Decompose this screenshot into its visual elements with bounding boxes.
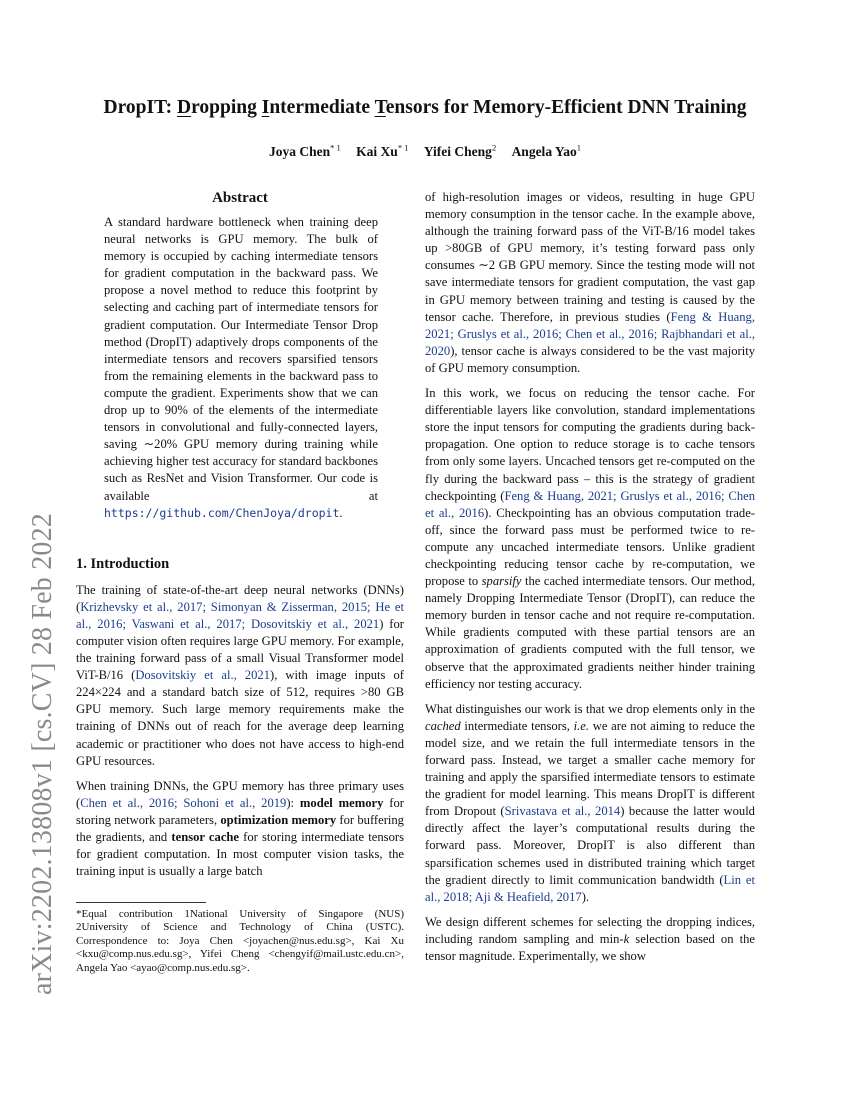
- left-column: [76, 188, 404, 888]
- abstract-body: [104, 214, 378, 522]
- footnote-area: [76, 902, 404, 975]
- footnote-text: *Equal contribution 1National University of Singapore (NUS) 2University of Science and Technology of China (USTC). Correspondence to: Joya Chen <joyachen@nus.edu.sg>, Kai Xu <kxu@comp.nus.edu.sg>, Yifei Cheng <chengyif@mail.ustc.edu.cn>, Angela Yao <ayao@comp.nus.edu.sg>.: [76, 908, 404, 974]
- text-run: What distinguishes our work is that we drop elements only in the: [425, 701, 755, 716]
- text-run: In this work, we focus on reducing the tensor cache. For differentiable layers like convolution, standard implementations store the input tensors for computing the gradients during back-propagation. One option to reduce storage is to cache tensors from only some layers. Uncached tensors get re-computed on the fly during the backward pass – this is the strategy of gradient checkpointing (: [425, 386, 755, 503]
- code-link[interactable]: https://github.com/ChenJoya/dropit: [104, 505, 340, 520]
- text-run: selection based on the tensor magnitude. Experimentally, we show: [425, 931, 756, 964]
- footnote-rule: [76, 902, 206, 903]
- text-run: When training DNNs, the GPU memory has three primary uses (: [76, 778, 404, 810]
- text-run: intermediate tensors,: [460, 718, 574, 733]
- text-run: The training of state-of-the-art deep neural networks (DNNs) (: [76, 582, 404, 614]
- title-underlined-letter: D: [177, 97, 192, 118]
- text-run: for buffering the gradients, and: [76, 812, 404, 844]
- text-run: ) for computer vision often requires large GPU memory. For example, the training forward pass of a small Visual Transformer model ViT-B/16 (: [76, 616, 404, 683]
- bold-term: tensor cache: [171, 830, 239, 844]
- text-run: We design different schemes for selecting the dropping indices, including random sampling and min-: [425, 914, 755, 946]
- right-column: [425, 189, 755, 973]
- intro-paragraph-1: [76, 582, 404, 770]
- intro-paragraph-2: [76, 778, 404, 881]
- title-underlined-letter: I: [261, 97, 270, 118]
- title-underlined-letter: T: [374, 97, 386, 118]
- text-run: ). Checkpointing has an obvious computation trade-off, since the forward pass must be performed twice to re-compute any uncached intermediate tensors. Unlike gradient checkpointing reducing tensor cache by re-computation, we propose to: [425, 505, 755, 589]
- italic-term: sparsify: [481, 574, 522, 589]
- abstract-text: A standard hardware bottleneck when training deep neural networks is GPU memory. The bulk of memory is occupied by caching intermediate tensors for gradient computation in the backward pass. We propose a novel method to reduce this footprint by selecting and caching part of intermediate tensors for gradient computation. Our Intermediate Tensor Drop method (DropIT) adaptively drops components of the intermediate tensors and recovers sparsified tensors from the remaining elements in the backward pass to compute the gradient. Experiments show that we can drop up to 90% of the elements of the intermediate tensors in convolutional and fully-connected layers, saving ∼20% GPU memory during training while achieving higher test accuracy for standard backbones such as ResNet and Vision Transformer. Our code is available at: [104, 215, 378, 503]
- title-word-part: ropping: [191, 97, 262, 118]
- bold-term: model memory: [299, 795, 384, 810]
- arxiv-watermark-container: [14, 295, 58, 995]
- right-paragraph-2: [425, 385, 755, 693]
- text-run: ) because the latter would directly affect the layer’s computational results during the forward pass. Moreover, DropIT is also different than sparsification schemes used in distributed training which target the gradient directly to limit communication bandwidth (: [425, 804, 755, 887]
- text-run: of high-resolution images or videos, resulting in huge GPU memory consumption in the tensor cache. In the example above, although the training forward pass of the ViT-B/16 model takes up >80GB of GPU memory, it’s testing forward pass only consumes ∼2 GB GPU memory. Since the testing mode will not save intermediate tensors for gradient computation, the vast gap in GPU memory between training and testing is caused by the tensor cache. Therefore, in previous studies (: [425, 190, 755, 324]
- text-run: ), with image inputs of 224×224 and a standard batch size of 512, requires >80 GB GPU memory. Such large memory requirements make the training of DNNs out of reach for the average deep learning academic or practitioner who does not have access to high-end GPU resources.: [76, 668, 404, 768]
- citation-link[interactable]: Feng & Huang, 2021; Gruslys et al., 2016; Chen et al., 2016: [425, 488, 756, 520]
- text-run: ):: [286, 795, 300, 810]
- title-word-part: ntermediate: [269, 97, 375, 118]
- author-name: Joya Chen: [269, 143, 331, 159]
- text-run: ), tensor cache is always considered to be the vast majority of GPU memory consumption.: [425, 343, 755, 375]
- author-list: [60, 142, 790, 160]
- citation-link[interactable]: Lin et al., 2018; Aji & Heafield, 2017: [425, 872, 755, 904]
- author: [512, 144, 581, 159]
- author-affiliation: * 1: [397, 142, 409, 152]
- author-affiliation: 1: [576, 142, 581, 152]
- abstract-heading: Abstract: [212, 190, 268, 206]
- text-run: ).: [581, 889, 590, 904]
- bold-term: optimization memory: [220, 812, 337, 827]
- right-paragraph-3: [425, 701, 755, 906]
- author-name: Yifei Cheng: [423, 143, 492, 159]
- text-run: we are not aiming to reduce the model size, and we retain the full intermediate tensors in the forward pass. Instead, we target a smaller cache memory for training and apply the sparsified intermediate tensors to estimate the gradient for model learning. This means DropIT is different from Dropout (: [425, 718, 756, 819]
- section-heading-introduction: 1. Introduction: [76, 555, 170, 572]
- text-run: for storing network parameters,: [76, 795, 404, 827]
- author-name: Angela Yao: [511, 143, 577, 159]
- right-paragraph-4: [425, 914, 755, 965]
- author-affiliation: * 1: [330, 142, 341, 152]
- arxiv-watermark[interactable]: arXiv:2202.13808v1 [cs.CV] 28 Feb 2022: [27, 512, 58, 995]
- citation-link[interactable]: Krizhevsky et al., 2017; Simonyan & Zisserman, 2015; He et al., 2016; Vaswani et al., 2017; Dosovitskiy et al., 2021: [76, 599, 404, 631]
- citation-link[interactable]: Feng & Huang, 2021; Gruslys et al., 2016; Chen et al., 2016; Rajbhandari et al., 2020: [425, 309, 755, 358]
- italic-term: i.e.: [573, 718, 590, 733]
- text-run: for storing intermediate tensors for gradient computation. In most computer vision tasks, the training input is usually a large batch: [76, 830, 404, 879]
- citation-link[interactable]: Chen et al., 2016; Sohoni et al., 2019: [80, 795, 287, 810]
- author: [269, 144, 341, 159]
- right-paragraph-1: [425, 189, 755, 377]
- abstract-end: .: [339, 505, 343, 520]
- author: [424, 144, 496, 159]
- italic-term: cached: [425, 718, 461, 733]
- text-run: the cached intermediate tensors. Our method, namely Dropping Intermediate Tensor (DropIT), can reduce the memory burden in tensor cache and not require re-computation. While gradients computed with these partial tensors are an approximation of gradients computed with the full tensor, we observe that the approximated gradients neither hinder training efficiency nor testing accuracy.: [425, 574, 755, 691]
- author-affiliation: 2: [491, 142, 497, 152]
- italic-term: k: [623, 931, 630, 946]
- citation-link[interactable]: Srivastava et al., 2014: [504, 804, 621, 819]
- author: [356, 144, 408, 159]
- citation-link[interactable]: Dosovitskiy et al., 2021: [135, 668, 270, 683]
- paper-title: [60, 96, 790, 120]
- author-name: Kai Xu: [356, 143, 398, 159]
- title-word-part: ensors for Memory-Efficient DNN Training: [385, 97, 747, 118]
- title-prefix: DropIT:: [103, 97, 177, 118]
